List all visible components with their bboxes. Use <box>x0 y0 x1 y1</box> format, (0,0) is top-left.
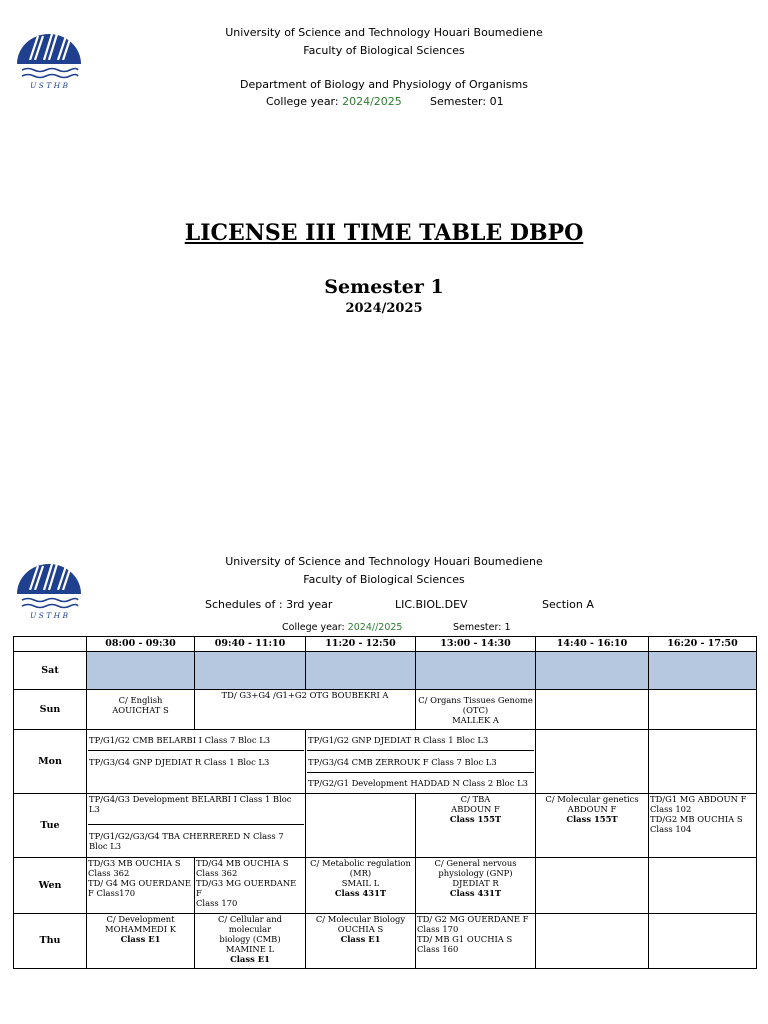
svg-text:U S T H B: U S T H B <box>29 81 69 90</box>
empty-cell <box>416 652 536 690</box>
section-label: Section A <box>542 598 594 611</box>
time-slot: 14:40 - 16:10 <box>536 637 649 652</box>
session-cell: C/ Cellular and molecular biology (CMB) MAMINE L Class E1 <box>195 914 306 969</box>
session-cell <box>87 794 306 858</box>
session-cell: C/ TBA ABDOUN F Class 155T <box>416 794 536 858</box>
time-slot: 08:00 - 09:30 <box>87 637 195 652</box>
session-cell: C/ General nervous physiology (GNP) DJEDIAT R Class 431T <box>416 858 536 914</box>
session-cell: TD/G3 MB OUCHIA S Class 362 TD/ G4 MG OUERDANE F Class170 <box>87 858 195 914</box>
session-cell: C/ English AOUICHAT S <box>87 690 195 730</box>
table-row-sat <box>14 652 757 690</box>
time-slot: 13:00 - 14:30 <box>416 637 536 652</box>
session-line: TP/G3/G4 GNP DJEDIAT R Class 1 Bloc L3 <box>89 756 270 767</box>
day-label: Mon <box>14 730 87 794</box>
table-row-tue <box>14 794 757 858</box>
semester-label: Semester: 01 <box>430 95 504 108</box>
empty-cell <box>536 914 649 969</box>
page-title: LICENSE III TIME TABLE DBPO <box>184 220 584 246</box>
schedules-of: Schedules of : 3rd year <box>205 598 333 611</box>
session-cell: C/ Metabolic regulation (MR) SMAIL L Class 431T <box>306 858 416 914</box>
empty-cell <box>649 730 757 794</box>
empty-cell <box>649 914 757 969</box>
session-cell: TD/ G2 MG OUERDANE F Class 170 TD/ MB G1 OUCHIA S Class 160 <box>416 914 536 969</box>
university-name: University of Science and Technology Houari Boumediene <box>225 26 543 39</box>
semester-year: 2024/2025 <box>345 301 423 316</box>
empty-cell <box>536 730 649 794</box>
table-row-sun <box>14 690 757 730</box>
table-row-thu <box>14 914 757 969</box>
session-cell <box>87 730 306 794</box>
session-line: TP/G1/G2 CMB BELARBI I Class 7 Bloc L3 <box>88 730 304 751</box>
department-name: Department of Biology and Physiology of Organisms <box>240 78 528 91</box>
program-code: LIC.BIOL.DEV <box>395 598 468 611</box>
college-year-2: College year: 2024//2025 <box>282 622 403 633</box>
table-row-mon <box>14 730 757 794</box>
faculty-name: Faculty of Biological Sciences <box>303 44 465 57</box>
session-line: TP/G3/G4 CMB ZERROUK F Class 7 Bloc L3 <box>307 751 534 773</box>
time-slot: 11:20 - 12:50 <box>306 637 416 652</box>
university-name-2: University of Science and Technology Houari Boumediene <box>225 555 543 568</box>
corner-cell <box>14 637 87 652</box>
empty-cell <box>87 652 195 690</box>
session-line: TP/G1/G2/G3/G4 TBA CHERRERED N Class 7 Bloc L3 <box>88 825 304 858</box>
session-line: TP/G2/G1 Development HADDAD N Class 2 Bloc L3 <box>308 777 528 788</box>
empty-cell <box>536 652 649 690</box>
session-line: TP/G1/G2 GNP DJEDIAT R Class 1 Bloc L3 <box>307 730 534 751</box>
semester-title: Semester 1 <box>324 276 444 298</box>
day-label: Thu <box>14 914 87 969</box>
time-header-row <box>14 637 757 652</box>
time-slot: 16:20 - 17:50 <box>649 637 757 652</box>
session-cell: C/ Molecular Biology OUCHIA S Class E1 <box>306 914 416 969</box>
timetable <box>13 636 757 969</box>
empty-cell <box>536 690 649 730</box>
session-cell: C/ Development MOHAMMEDI K Class E1 <box>87 914 195 969</box>
time-slot: 09:40 - 11:10 <box>195 637 306 652</box>
day-label: Sat <box>14 652 87 690</box>
empty-cell <box>649 652 757 690</box>
empty-cell <box>649 858 757 914</box>
session-cell: TD/ G3+G4 /G1+G2 OTG BOUBEKRI A <box>195 690 416 730</box>
day-label: Wen <box>14 858 87 914</box>
empty-cell <box>306 794 416 858</box>
semester-label-2: Semester: 1 <box>453 622 511 633</box>
session-cell: TD/G4 MB OUCHIA S Class 362 TD/G3 MG OUERDANE F Class 170 <box>195 858 306 914</box>
day-label: Sun <box>14 690 87 730</box>
empty-cell <box>195 652 306 690</box>
college-year: College year: 2024/2025 <box>266 95 402 108</box>
session-cell: TD/G1 MG ABDOUN F Class 102 TD/G2 MB OUCHIA S Class 104 <box>649 794 757 858</box>
day-label: Tue <box>14 794 87 858</box>
session-cell <box>306 730 536 794</box>
empty-cell <box>306 652 416 690</box>
empty-cell <box>536 858 649 914</box>
empty-cell <box>649 690 757 730</box>
svg-text:U S T H B: U S T H B <box>29 611 69 620</box>
table-row-wen <box>14 858 757 914</box>
faculty-name-2: Faculty of Biological Sciences <box>303 573 465 586</box>
session-cell: C/ Organs Tissues Genome (OTC) MALLEK A <box>416 690 536 730</box>
session-cell: C/ Molecular genetics ABDOUN F Class 155T <box>536 794 649 858</box>
session-line: TP/G4/G3 Development BELARBI I Class 1 Bloc L3 <box>88 794 304 825</box>
